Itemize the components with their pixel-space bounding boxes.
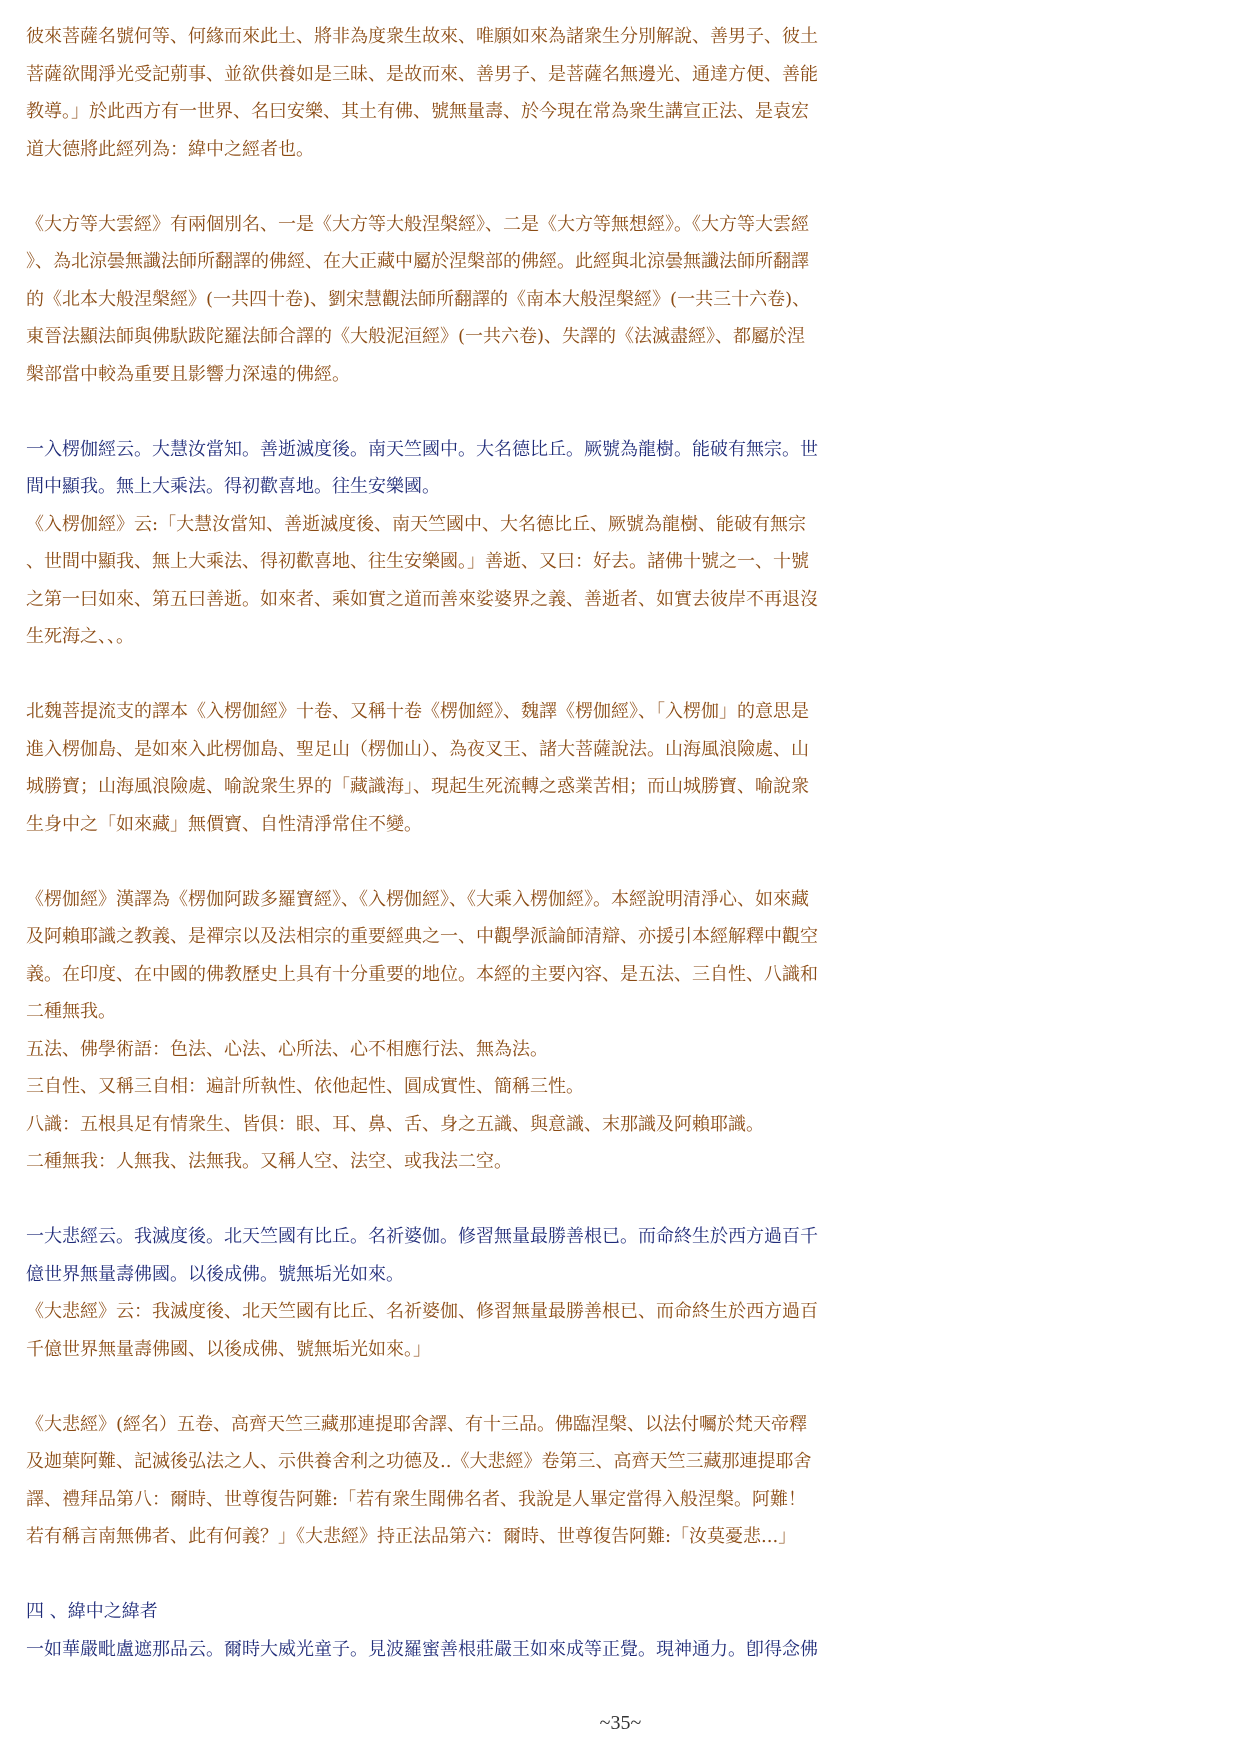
paragraph-lengqie-commentary [26, 506, 1221, 656]
paragraph-gap [26, 1368, 1221, 1406]
paragraph-gap [26, 1181, 1221, 1219]
text-line: 若有稱言南無佛者、此有何義？」《大悲經》持正法品第六：爾時、世尊復告阿難:「汝莫憂悲...」 [26, 1526, 797, 1547]
text-line: 菩薩欲聞淨光受記莂事、並欲供養如是三昧、是故而來、善男子、是菩薩名無邊光、通達方便、善能 [26, 63, 818, 85]
text-line: 間中顯我。無上大乘法。得初歡喜地。往生安樂國。 [26, 476, 440, 497]
text-line: 的《北本大般涅槃經》(一共四十卷)、劉宋慧觀法師所翻譯的《南本大般涅槃經》(一共三十六卷)、 [26, 288, 811, 310]
text-line: 《入楞伽經》云:「大慧汝當知、善逝滅度後、南天竺國中、大名德比丘、厥號為龍樹、能破有無宗 [26, 513, 807, 535]
quote-lengqie-jing [26, 431, 1221, 506]
text-line: 北魏菩提流支的譯本《入楞伽經》十卷、又稱十卷《楞伽經》、魏譯《楞伽經》、「入楞伽」的意思是 [26, 701, 809, 722]
document-body [26, 18, 1221, 1668]
text-line: 《楞伽經》漢譯為《楞伽阿跋多羅寶經》、《入楞伽經》、《大乘入楞伽經》。本經說明清淨心、如來藏 [26, 888, 809, 910]
paragraph-dabei-commentary [26, 1293, 1221, 1368]
text-line: 城勝寶；山海風浪險處、喻說衆生界的「藏識海」、現起生死流轉之惑業苦相；而山城勝寶、喻說衆 [26, 776, 809, 797]
text-line: 《大悲經》(經名）五卷、高齊天竺三藏那連提耶舍譯、有十三品。佛臨涅槃、以法付囑於梵天帝釋 [26, 1413, 808, 1435]
paragraph-gap [26, 843, 1221, 881]
text-line: 教導。」於此西方有一世界、名曰安樂、其土有佛、號無量壽、於今現在常為衆生講宣正法、是袁宏 [26, 101, 809, 122]
paragraph-dayun-jing [26, 206, 1221, 394]
text-line: 八識：五根具足有情衆生、皆俱：眼、耳、鼻、舌、身之五識、與意識、末那識及阿賴耶識。 [26, 1113, 764, 1135]
text-line: 道大德將此經列為：緯中之經者也。 [26, 138, 314, 160]
text-line: 生死海之、、。 [26, 626, 134, 647]
text-line: 及迦葉阿難、記滅後弘法之人、示供養舍利之功德及..《大悲經》卷第三、高齊天竺三藏那連提耶舍 [26, 1451, 812, 1472]
paragraph-gap [26, 393, 1221, 431]
text-line: 之第一曰如來、第五曰善逝。如來者、乘如實之道而善來娑婆界之義、善逝者、如實去彼岸不再退沒 [26, 588, 818, 610]
text-line: 《大方等大雲經》有兩個別名、一是《大方等大般涅槃經》、二是《大方等無想經》。《大方等大雲經 [26, 213, 809, 235]
paragraph-gap [26, 168, 1221, 206]
section-heading: 四 、緯中之緯者 [26, 1601, 158, 1622]
paragraph-dabei-details [26, 1406, 1221, 1556]
text-line: 千億世界無量壽佛國、以後成佛、號無垢光如來。」 [26, 1338, 431, 1360]
paragraph-lengqie-teachings [26, 881, 1221, 1181]
text-line: 二種無我：人無我、法無我。又稱人空、法空、或我法二空。 [26, 1151, 512, 1172]
text-line: 東晉法顯法師與佛馱跋陀羅法師合譯的《大般泥洹經》(一共六卷)、失譯的《法滅盡經》、都屬於涅 [26, 326, 806, 347]
text-line: 一大悲經云。我滅度後。北天竺國有比丘。名祈婆伽。修習無量最勝善根已。而命終生於西方過百千 [26, 1226, 818, 1247]
text-line: 億世界無量壽佛國。以後成佛。號無垢光如來。 [26, 1263, 404, 1285]
text-line: 《大悲經》云：我滅度後、北天竺國有比丘、名祈婆伽、修習無量最勝善根已、而命終生於西方過百 [26, 1301, 818, 1322]
text-line: 五法、佛學術語：色法、心法、心所法、心不相應行法、無為法。 [26, 1038, 548, 1060]
paragraph-beiwei-translation [26, 693, 1221, 843]
text-line: 及阿賴耶識之教義、是禪宗以及法相宗的重要經典之一、中觀學派論師清辯、亦援引本經解釋中觀空 [26, 926, 818, 947]
text-line: 》、為北涼曇無讖法師所翻譯的佛經、在大正藏中屬於涅槃部的佛經。此經與北涼曇無讖法師所翻譯 [26, 251, 809, 272]
text-line: 槃部當中較為重要且影響力深遠的佛經。 [26, 363, 350, 385]
text-line: 三自性、又稱三自相：遍計所執性、依他起性、圓成實性、簡稱三性。 [26, 1076, 584, 1097]
text-line: 彼來菩薩名號何等、何緣而來此土、將非為度衆生故來、唯願如來為諸衆生分別解說、善男子、彼土 [26, 26, 818, 47]
text-line: 一如華嚴毗盧遮那品云。爾時大威光童子。見波羅蜜善根莊嚴王如來成等正覺。現神通力。卽得念佛 [26, 1638, 818, 1660]
paragraph-gap [26, 656, 1221, 694]
text-line: 義。在印度、在中國的佛教歷史上具有十分重要的地位。本經的主要內容、是五法、三自性、八識和 [26, 963, 818, 985]
text-line: 譯、禮拜品第八：爾時、世尊復告阿難:「若有衆生聞佛名者、我說是人畢定當得入般涅槃。阿難！ [26, 1488, 807, 1510]
paragraph-gap [26, 1556, 1221, 1594]
text-line: 、世間中顯我、無上大乘法、得初歡喜地、往生安樂國。」善逝、又曰：好去。諸佛十號之一、十號 [26, 551, 809, 572]
section-weizhong-zhi-wei [26, 1593, 1221, 1668]
text-line: 二種無我。 [26, 1001, 116, 1022]
quote-dabei-jing [26, 1218, 1221, 1293]
text-line: 進入楞伽島、是如來入此楞伽島、聖足山（楞伽山）、為夜叉王、諸大菩薩說法。山海風浪險處、山 [26, 738, 809, 760]
text-line: 一入楞伽經云。大慧汝當知。善逝滅度後。南天竺國中。大名德比丘。厥號為龍樹。能破有無宗。世 [26, 438, 818, 460]
page-number: ~35~ [599, 1712, 642, 1734]
text-line: 生身中之「如來藏」無價寶、自性清淨常住不變。 [26, 813, 422, 835]
paragraph-wuxiang-guang [26, 18, 1221, 168]
